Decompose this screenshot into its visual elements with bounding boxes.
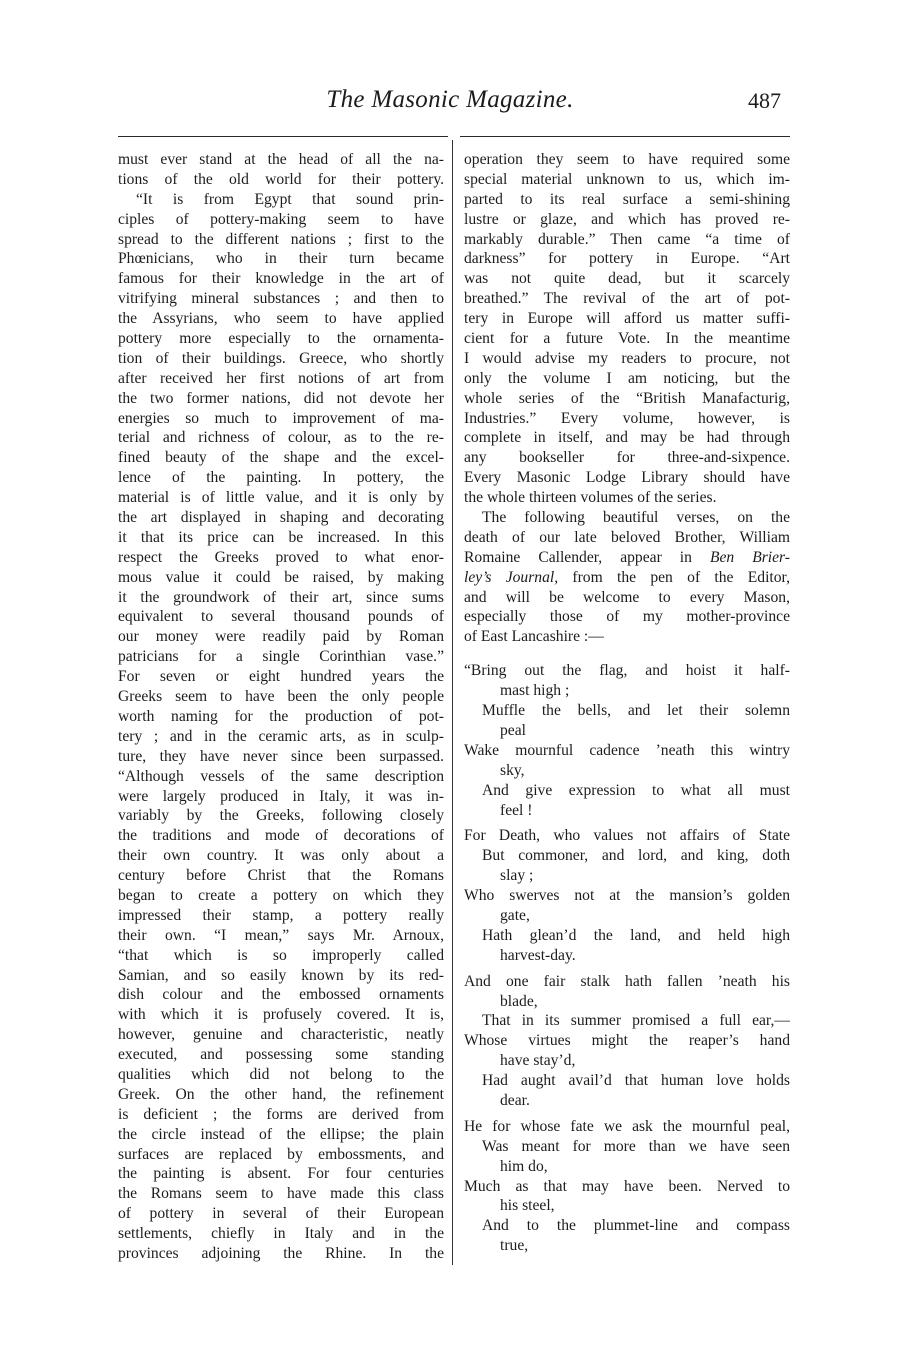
- poem-stanza: [464, 826, 790, 965]
- text-line: Samian, and so easily known by its red-: [118, 966, 444, 984]
- poem-line: mast high ;: [500, 682, 570, 700]
- poem-line: Much as that may have been. Nerved to: [464, 1177, 790, 1195]
- journal-title: ley’s Journal,: [464, 568, 559, 586]
- text-line: provinces adjoining the Rhine. In the: [118, 1244, 444, 1262]
- text-line: [464, 548, 790, 568]
- text-line: Greek. On the other hand, the refinement: [118, 1085, 444, 1103]
- poem-line: That in its summer promised a full ear,—: [482, 1012, 790, 1030]
- poem-line: Hath glean’d the land, and held high: [482, 926, 790, 944]
- text-line: terial and richness of colour, as to the re-: [118, 429, 444, 447]
- text-line: complete in itself, and may be had through: [464, 429, 790, 447]
- text-line: especially those of my mother-province: [464, 608, 790, 626]
- text-line: began to create a pottery on which they: [118, 886, 444, 904]
- text-line: tery ; and in the ceramic arts, as in sculp-: [118, 727, 444, 745]
- text-line: executed, and possessing some standing: [118, 1046, 444, 1064]
- text-line: Every Masonic Lodge Library should have: [464, 469, 790, 487]
- text-line: whole series of the “British Manafacturig,: [464, 389, 790, 407]
- text-line: The following beautiful verses, on the: [482, 509, 790, 527]
- text-line: the circle instead of the ellipse; the plain: [118, 1125, 444, 1143]
- text-line: must ever stand at the head of all the na-: [118, 151, 444, 168]
- poem-line: Wake mournful cadence ’neath this wintry: [464, 741, 790, 759]
- stanza-gap: [464, 647, 790, 661]
- text-line: were largely produced in Italy, it was in-: [118, 787, 444, 805]
- poem-line: “Bring out the flag, and hoist it half-: [464, 662, 790, 680]
- text-line: dish colour and the embossed ornaments: [118, 986, 444, 1004]
- poem-line: Was meant for more than we have seen: [482, 1137, 790, 1155]
- poem-line: He for whose fate we ask the mournful peal,: [464, 1117, 790, 1135]
- text-line: worth naming for the production of pot-: [118, 707, 444, 725]
- text-line: any bookseller for three-and-sixpence.: [464, 449, 790, 467]
- running-title: The Masonic Magazine.: [326, 86, 574, 113]
- text-line: their own. “I mean,” says Mr. Arnoux,: [118, 926, 444, 944]
- poem-line: And give expression to what all must: [482, 781, 790, 799]
- text-line: markably durable.” Then came “a time of: [464, 230, 790, 248]
- text-line: breathed.” The revival of the art of pot-: [464, 290, 790, 308]
- text-line: only the volume I am noticing, but the: [464, 369, 790, 387]
- text-line: lustre or glaze, and which has proved re-: [464, 210, 790, 228]
- text-line: famous for their knowledge in the art of: [118, 270, 444, 288]
- poem-line: slay ;: [500, 867, 534, 885]
- text-line: is deficient ; the forms are derived from: [118, 1105, 444, 1123]
- poem-line: Whose virtues might the reaper’s hand: [464, 1032, 790, 1050]
- poem-line: For Death, who values not affairs of State: [464, 827, 790, 845]
- poem-line: true,: [500, 1237, 529, 1255]
- poem-line: Muffle the bells, and let their solemn: [482, 702, 790, 720]
- text-line: mous value it could be raised, by making: [118, 568, 444, 586]
- text-line: “It is from Egypt that sound prin-: [136, 190, 444, 208]
- text-line: with which it is profusely covered. It is,: [118, 1006, 444, 1024]
- text-line: their own country. It was only about a: [118, 847, 444, 865]
- text-line: respect the Greeks proved to what enor-: [118, 548, 444, 566]
- page-number: 487: [748, 88, 781, 113]
- text-span: Romaine Callender, appear in: [464, 548, 710, 566]
- poem-line: sky,: [500, 761, 525, 779]
- text-line: tion of their buildings. Greece, who shortly: [118, 349, 444, 367]
- text-line: of East Lancashire :—: [464, 628, 604, 646]
- text-line: energies so much to improvement of ma-: [118, 409, 444, 427]
- poem-line: dear.: [500, 1091, 530, 1109]
- text-line: material is of little value, and it is only by: [118, 489, 444, 507]
- text-line: the Romans seem to have made this class: [118, 1185, 444, 1203]
- text-line: the Assyrians, who seem to have applied: [118, 310, 444, 328]
- page-header: [0, 86, 912, 122]
- poem-line: him do,: [500, 1157, 548, 1175]
- poem-line: gate,: [500, 906, 530, 924]
- header-rule-right: [460, 136, 790, 137]
- text-line: I would advise my readers to procure, not: [464, 349, 790, 367]
- text-line: was not quite dead, but it scarcely: [464, 270, 790, 288]
- text-line: our money were readily paid by Roman: [118, 628, 444, 646]
- poem-line: feel !: [500, 801, 533, 819]
- text-line: of pottery in several of their European: [118, 1205, 444, 1223]
- poem-line: Who swerves not at the mansion’s golden: [464, 887, 790, 905]
- left-column: [118, 150, 444, 1264]
- text-line: qualities which did not belong to the: [118, 1065, 444, 1083]
- text-line: patricians for a single Corinthian vase.”: [118, 648, 444, 666]
- journal-title: Ben Brier-: [709, 548, 790, 566]
- poem-line: his steel,: [500, 1197, 555, 1215]
- poem-line: have stay’d,: [500, 1052, 576, 1070]
- text-line: tions of the old world for their pottery.: [118, 170, 444, 188]
- text-line: For seven or eight hundred years the: [118, 668, 444, 686]
- text-line: ture, they have never since been surpassed.: [118, 747, 444, 765]
- text-line: equivalent to several thousand pounds of: [118, 608, 444, 626]
- text-line: the traditions and mode of decorations of: [118, 827, 444, 845]
- text-line: special material unknown to us, which im-: [464, 170, 790, 188]
- column-divider: [452, 140, 453, 1265]
- text-line: parted to its real surface a semi-shining: [464, 190, 790, 208]
- text-line: settlements, chiefly in Italy and in the: [118, 1225, 444, 1243]
- poem-stanza: [464, 661, 790, 820]
- text-line: and will be welcome to every Mason,: [464, 588, 790, 606]
- text-line: the art displayed in shaping and decorating: [118, 509, 444, 527]
- text-line: the two former nations, did not devote her: [118, 389, 444, 407]
- text-line: spread to the different nations ; first to the: [118, 230, 444, 248]
- text-line: vitrifying mineral substances ; and then to: [118, 290, 444, 308]
- poem-line: And one fair stalk hath fallen ’neath his: [464, 972, 790, 990]
- right-column: [464, 150, 790, 1256]
- text-line: lence of the painting. In pottery, the: [118, 469, 444, 487]
- poem-line: Had aught avail’d that human love holds: [482, 1072, 790, 1090]
- text-line: surfaces are replaced by embossments, and: [118, 1145, 444, 1163]
- poem-stanza: [464, 972, 790, 1111]
- text-line: variably by the Greeks, following closely: [118, 807, 444, 825]
- text-line: operation they seem to have required some: [464, 151, 790, 168]
- poem-line: peal: [500, 721, 526, 739]
- text-line: the painting is absent. For four centuries: [118, 1165, 444, 1183]
- header-rule-left: [118, 136, 448, 137]
- text-line: after received her first notions of art from: [118, 369, 444, 387]
- text-line: it the groundwork of their art, since sums: [118, 588, 444, 606]
- text-line: Industries.” Every volume, however, is: [464, 409, 790, 427]
- text-line: “Although vessels of the same description: [118, 767, 444, 785]
- text-line: however, genuine and characteristic, neatly: [118, 1026, 444, 1044]
- text-line: fined beauty of the shape and the excel-: [118, 449, 444, 467]
- text-line: “that which is so improperly called: [118, 946, 444, 964]
- poem-line: And to the plummet-line and compass: [482, 1217, 790, 1235]
- poem-line: But commoner, and lord, and king, doth: [482, 847, 790, 865]
- text-line: darkness” for pottery in Europe. “Art: [464, 250, 790, 268]
- text-line: death of our late beloved Brother, William: [464, 528, 790, 546]
- text-line: the whole thirteen volumes of the series.: [464, 489, 717, 507]
- text-line: ciples of pottery-making seem to have: [118, 210, 444, 228]
- text-line: it that its price can be increased. In this: [118, 528, 444, 546]
- text-line: [464, 568, 790, 588]
- text-line: Phœnicians, who in their turn became: [118, 250, 444, 268]
- text-line: Greeks seem to have been the only people: [118, 688, 444, 706]
- text-line: pottery more especially to the ornamenta-: [118, 330, 444, 348]
- poem-stanza: [464, 1117, 790, 1256]
- text-line: century before Christ that the Romans: [118, 867, 444, 885]
- poem-line: harvest-day.: [500, 946, 576, 964]
- text-span: from the pen of the Editor,: [558, 568, 791, 586]
- poem-line: blade,: [500, 992, 538, 1010]
- text-line: tery in Europe will afford us matter suffi-: [464, 310, 790, 328]
- text-line: impressed their stamp, a pottery really: [118, 906, 444, 924]
- text-line: cient for a future Vote. In the meantime: [464, 330, 790, 348]
